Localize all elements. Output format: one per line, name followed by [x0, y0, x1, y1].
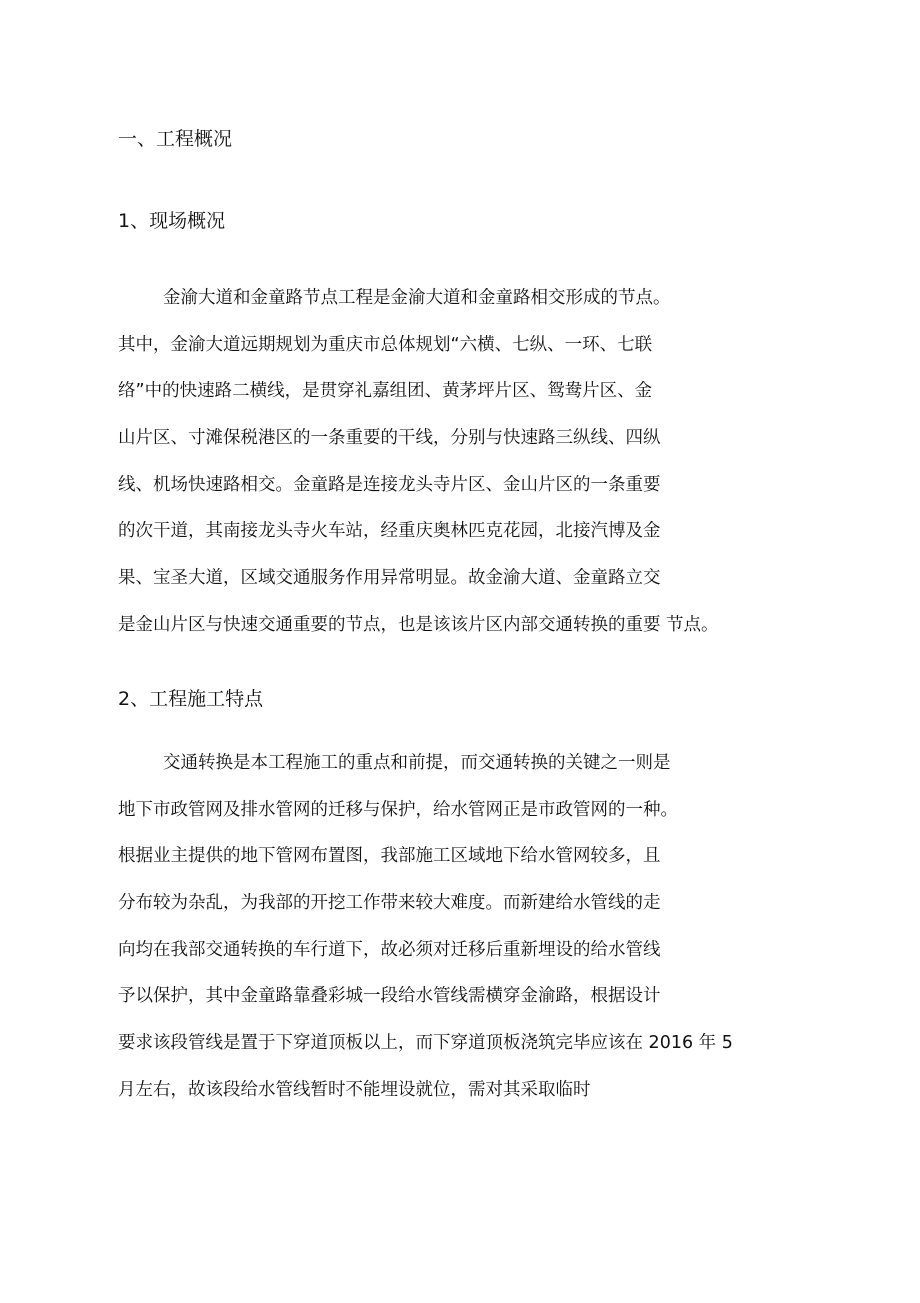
subsection-title-construction-features: 2、工程施工特点: [118, 688, 264, 710]
paragraph-line: 金渝大道和金童路节点工程是金渝大道和金童路相交形成的节点。: [163, 288, 671, 308]
paragraph-line: 地下市政管网及排水管网的迁移与保护，给水管网正是市政管网的一种。: [118, 799, 678, 820]
paragraph-line: 的次干道，其南接龙头寺火车站，经重庆奥林匹克花园，北接汽博及金: [118, 521, 661, 542]
paragraph-line: 要求该段管线是置于下穿道顶板以上，而下穿道顶板浇筑完毕应该在 2016 年 5: [118, 1033, 733, 1054]
paragraph-line: 月左右，故该段给水管线暂时不能埋设就位，需对其采取临时: [118, 1079, 591, 1100]
section-title: 一、工程概况: [118, 128, 233, 150]
paragraph-site-overview: [118, 275, 808, 649]
paragraph-line: 根据业主提供的地下管网布置图，我部施工区域地下给水管网较多，且: [118, 846, 661, 867]
paragraph-line: 交通转换是本工程施工的重点和前提，而交通转换的关键之一则是: [163, 753, 671, 773]
paragraph-line: 果、宝圣大道，区域交通服务作用异常明显。故金渝大道、金童路立交: [118, 568, 661, 589]
paragraph-line: 是金山片区与快速交通重要的节点，也是该该片区内部交通转换的重要 节点。: [118, 614, 719, 635]
paragraph-construction-features: [118, 740, 808, 1114]
paragraph-line: 线、机场快速路相交。金童路是连接龙头寺片区、金山片区的一条重要: [118, 474, 661, 495]
paragraph-line: 予以保护，其中金童路靠叠彩城一段给水管线需横穿金渝路，根据设计: [118, 986, 661, 1007]
paragraph-line: 其中，金渝大道远期规划为重庆市总体规划“六横、七纵、一环、七联: [118, 334, 653, 355]
paragraph-line: 分布较为杂乱，为我部的开挖工作带来较大难度。而新建给水管线的走: [118, 893, 661, 914]
paragraph-line: 山片区、寸滩保税港区的一条重要的干线，分别与快速路三纵线、四纵: [118, 428, 661, 449]
paragraph-line: 向均在我部交通转换的车行道下，故必须对迁移后重新埋设的给水管线: [118, 939, 661, 960]
subsection-title-site-overview: 1、现场概况: [118, 210, 226, 232]
paragraph-line: 络”中的快速路二横线，是贯穿礼嘉组团、黄茅坪片区、鸳鸯片区、金: [118, 381, 653, 402]
